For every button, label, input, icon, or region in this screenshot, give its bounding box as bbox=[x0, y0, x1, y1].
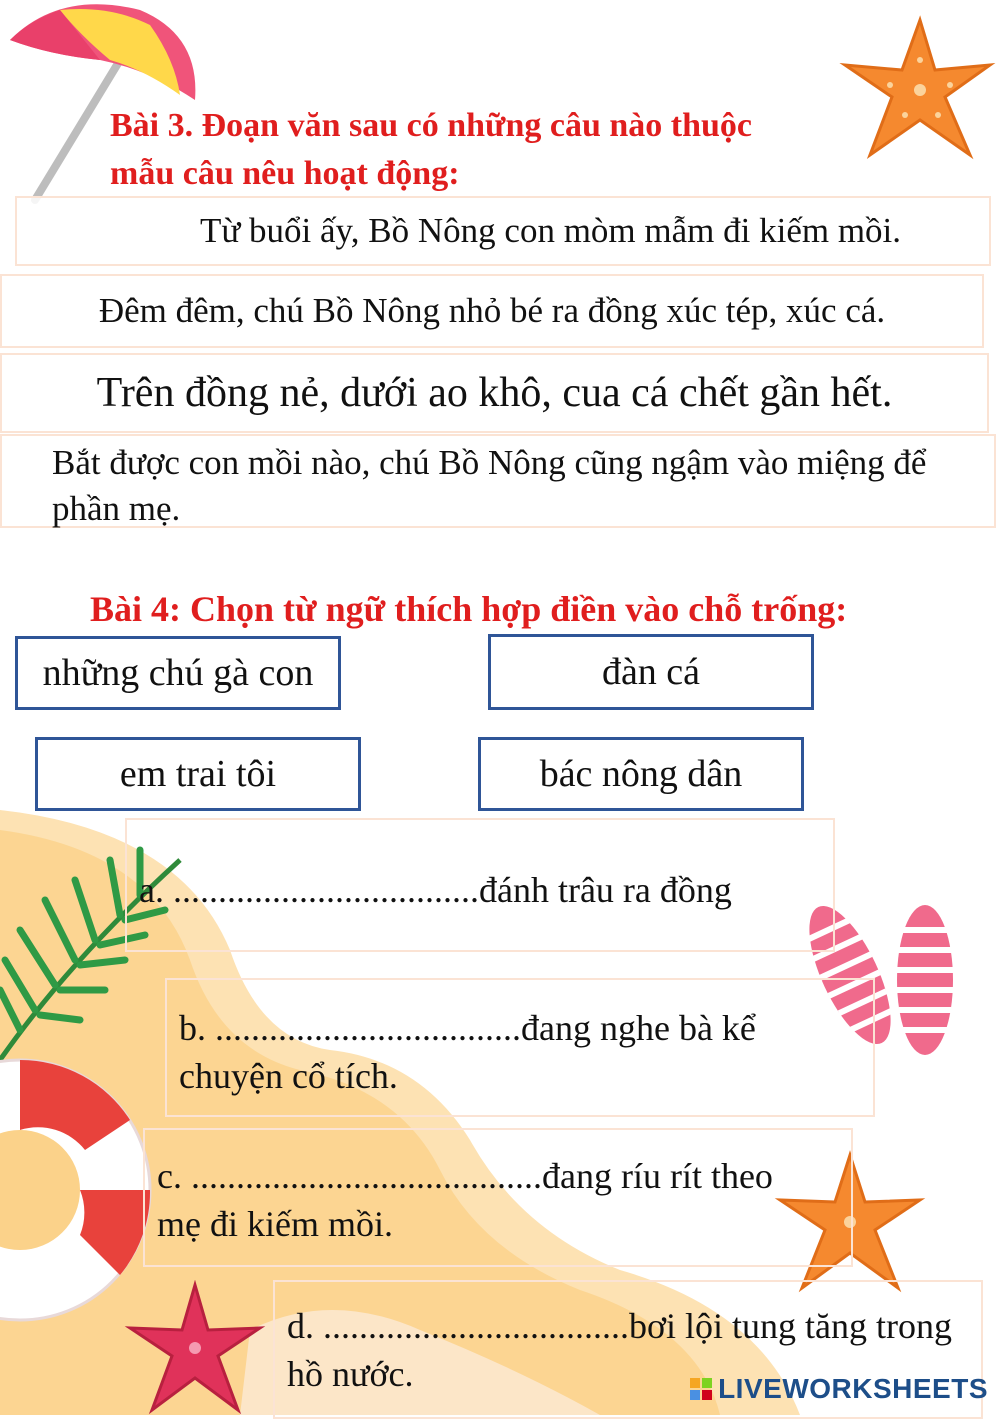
choice-nhung-chu-ga-con[interactable]: những chú gà con bbox=[15, 636, 341, 710]
bai4-title: Bài 4: Chọn từ ngữ thích hợp điền vào chỗ trống: bbox=[90, 589, 848, 629]
liveworksheets-logo bbox=[690, 1373, 988, 1405]
fill-item-b[interactable] bbox=[165, 978, 875, 1117]
bai3-title-line2: mẫu câu nêu hoạt động: bbox=[110, 155, 460, 192]
fill-item-c-text: đang ríu rít theo mẹ đi kiếm mồi. bbox=[157, 1156, 773, 1244]
choice-bac-nong-dan[interactable]: bác nông dân bbox=[478, 737, 804, 811]
starfish-red-icon bbox=[120, 1280, 270, 1415]
sentence-4[interactable] bbox=[0, 434, 996, 528]
bai3-title-line1: Bài 3. Đoạn văn sau có những câu nào thuộc bbox=[110, 107, 752, 144]
fill-item-a-text: đánh trâu ra đồng bbox=[478, 870, 732, 910]
fill-item-a[interactable] bbox=[125, 818, 835, 952]
bai3-title bbox=[110, 102, 890, 198]
fill-item-b-text: đang nghe bà kể chuyện cổ tích. bbox=[179, 1008, 756, 1096]
choice-dan-ca[interactable]: đàn cá bbox=[488, 634, 814, 710]
fill-item-c[interactable] bbox=[143, 1128, 853, 1267]
sentence-1-text: Từ buổi ấy, Bồ Nông con mòm mẫm đi kiếm mồi. bbox=[199, 211, 902, 250]
sentence-3[interactable] bbox=[0, 353, 989, 433]
choice-em-trai-toi[interactable]: em trai tôi bbox=[35, 737, 361, 811]
sentence-2-text: Đêm đêm, chú Bồ Nông nhỏ bé ra đồng xúc tép, xúc cá. bbox=[98, 291, 886, 330]
fill-item-c-blank: c. ....................................... bbox=[157, 1156, 542, 1196]
liveworksheets-logo-text: LIVEWORKSHEETS bbox=[718, 1373, 988, 1404]
fill-item-d-text: bơi lội tung tăng trong hồ nước. bbox=[287, 1306, 953, 1394]
sentence-3-text: Trên đồng nẻ, dưới ao khô, cua cá chết gần hết. bbox=[96, 370, 893, 416]
sentence-2[interactable] bbox=[0, 274, 984, 348]
sentence-1[interactable] bbox=[15, 196, 991, 266]
fill-item-b-blank: b. .................................. bbox=[179, 1008, 521, 1048]
fill-item-a-blank: a. .................................. bbox=[139, 870, 479, 910]
sentence-4-text: Bắt được con mồi nào, chú Bồ Nông cũng ngậm vào miệng để phần mẹ. bbox=[52, 443, 927, 528]
fill-item-d-blank: d. .................................. bbox=[287, 1306, 629, 1346]
liveworksheets-logo-icon bbox=[690, 1378, 712, 1400]
